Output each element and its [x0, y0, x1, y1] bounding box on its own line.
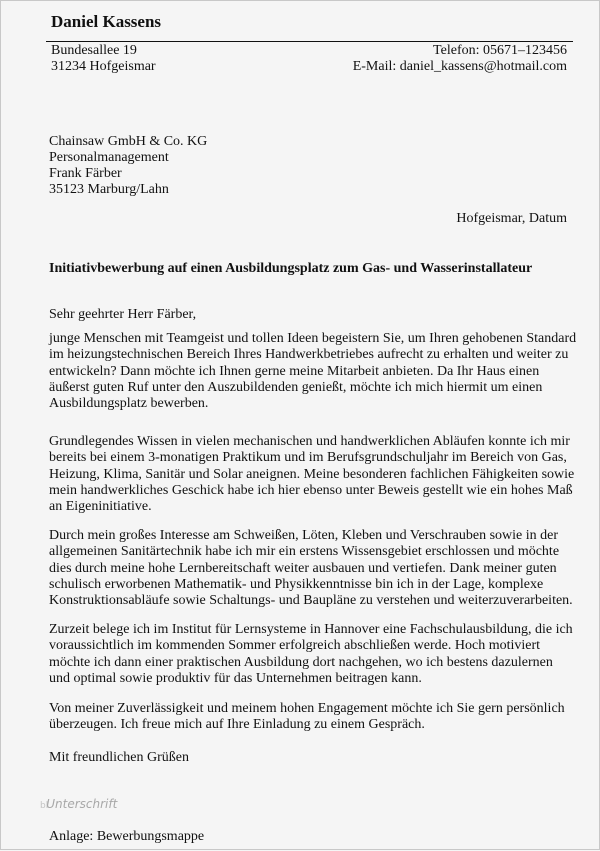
attachment-note: Anlage: Bewerbungsmappe: [49, 829, 205, 844]
paragraph-line: und optimal sowie produktiv für das Unternehmen beitragen kann.: [49, 670, 422, 686]
recipient-department: Personalmanagement: [49, 150, 169, 165]
sender-address: [51, 43, 156, 75]
sender-phone: Telefon: 05671–123456: [433, 43, 567, 58]
paragraph-line: Durch mein großes Interesse am Schweißen, Löten, Kleben und Verschrauben sowie in der: [49, 528, 559, 543]
paragraph-line: möchte ich dann einer praktischen Ausbildung dort nachgehen, wo ich bestens dazulernen: [49, 654, 553, 670]
recipient-city: 35123 Marburg/Lahn: [49, 182, 169, 197]
header-divider: [46, 41, 573, 42]
paragraph-line: Ausbildungsplatz bewerben.: [49, 396, 209, 412]
signature-placeholder: [40, 797, 117, 811]
signature-label: Unterschrift: [46, 797, 118, 811]
body-paragraph: [49, 622, 579, 687]
sender-name: Daniel Kassens: [51, 12, 162, 31]
sender-contact: [353, 43, 567, 75]
recipient-address: [49, 134, 207, 198]
closing: Mit freundlichen Grüßen: [49, 750, 189, 765]
body-paragraph: [49, 434, 579, 515]
body-paragraph: [49, 331, 579, 412]
paragraph-line: im heizungstechnischen Bereich Ihres Handwerkbetriebes aufrecht zu erhalten und weiter zu: [49, 347, 569, 363]
body-paragraph: [49, 701, 579, 734]
paragraph-line: Grundlegendes Wissen in vielen mechanischen und handwerklichen Abläufen konnte ich mir: [49, 434, 570, 449]
paragraph-line: bereits bei einem 3-monatigen Praktikum und im Berufsgrundschuljahr im Bereich von Gas,: [49, 450, 567, 466]
paragraph-line: Konstruktionsabläufe sowie Schaltungs- und Baupläne zu verstehen und weiterzuverarbeiten.: [49, 593, 573, 609]
paragraph-line: allgemeinen Sanitärtechnik habe ich mir ein erstens Wissensgebiet erschlossen und möchte: [49, 544, 560, 560]
paragraph-line: entwickeln? Dann möchte ich Ihnen gerne meine Mitarbeit anbieten. Da Ihr Haus einen: [49, 363, 540, 379]
paragraph-line: mein handwerkliches Geschick habe ich hier ebenso unter Beweis gestellt wie ein hohes Maß: [49, 482, 573, 498]
sender-street: Bundesallee 19: [51, 43, 137, 58]
watermark-text: bl: [40, 801, 49, 811]
recipient-contact: Frank Färber: [49, 166, 122, 181]
paragraph-line: schulisch erworbenen Mathematik- und Physikkenntnisse bin ich in der Lage, komplexe: [49, 576, 544, 592]
paragraph-line: Heizung, Klima, Sanitär und Solar aneignen. Meine besonderen fachlichen Fähigkeiten sowie: [49, 466, 575, 482]
subject-line: Initiativbewerbung auf einen Ausbildungsplatz zum Gas- und Wasserinstallateur: [49, 261, 533, 276]
body-paragraph: [49, 528, 579, 609]
paragraph-line: äußerst guten Ruf unter den Auszubildenden genießt, möchte ich mich hiermit um einen: [49, 379, 543, 395]
paragraph-line: Zurzeit belege ich im Institut für Lernsysteme in Hannover eine Fachschulausbildung, die ich: [49, 622, 573, 637]
paragraph-line: junge Menschen mit Teamgeist und tollen Ideen begeistern Sie, um Ihren gehobenen Standard: [49, 331, 577, 346]
paragraph-line: Von meiner Zuverlässigkeit und meinem hohen Engagement möchte ich Sie gern persönlich: [49, 701, 565, 716]
recipient-company: Chainsaw GmbH & Co. KG: [49, 134, 208, 149]
sender-city: 31234 Hofgeismar: [51, 59, 156, 74]
paragraph-line: dies durch meine hohe Lernbereitschaft weiter ausbauen und vertiefen. Dank meiner guten: [49, 560, 557, 576]
sender-email: E-Mail: daniel_kassens@hotmail.com: [352, 59, 567, 74]
salutation: Sehr geehrter Herr Färber,: [49, 307, 197, 322]
letter-page: [1, 1, 600, 851]
paragraph-line: überzeugen. Ich freue mich auf Ihre Einladung zu einem Gespräch.: [49, 717, 425, 733]
date-line: Hofgeismar, Datum: [456, 211, 567, 226]
paragraph-line: an Eigeninitiative.: [49, 499, 152, 515]
paragraph-line: voraussichtlich im kommenden Sommer erfolgreich abschließen werde. Hoch motiviert: [49, 638, 541, 654]
